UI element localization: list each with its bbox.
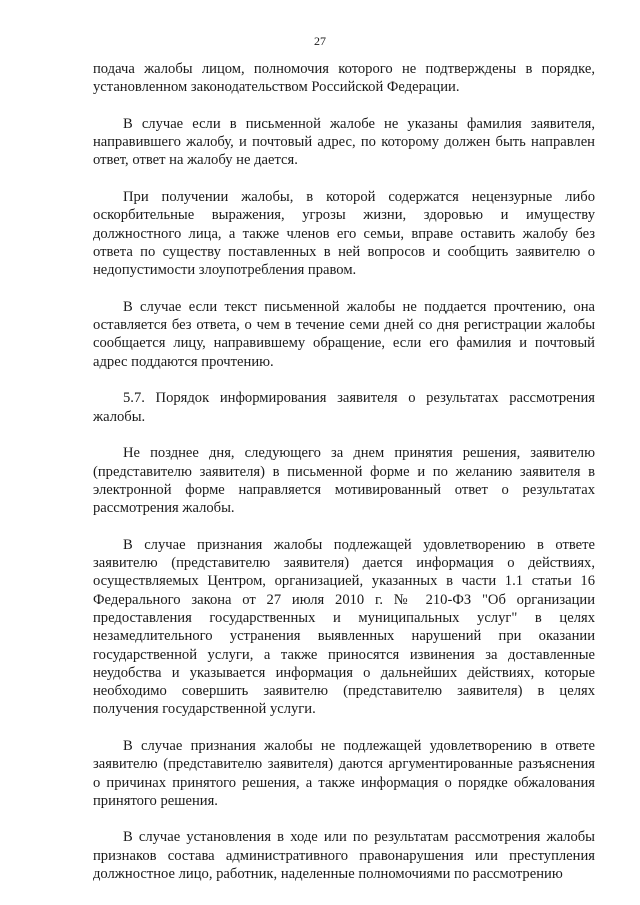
page-number: 27: [314, 34, 326, 48]
section-heading-5-7: 5.7. Порядок информирования заявителя о результатах рассмотрения жалобы.: [93, 390, 595, 425]
paragraph-complaint-authority: подача жалобы лицом, полномочия которого не подтверждены в порядке, установленном законодательством Российской Федерации.: [93, 61, 595, 96]
paragraph-offense-detected: В случае установления в ходе или по результатам рассмотрения жалобы признаков состава административного правонарушения или преступления должностное лицо, работник, наделенные полномочиями по рассмотрению: [93, 829, 595, 883]
paragraph-unreadable-text: В случае если текст письменной жалобы не поддается прочтению, она оставляется без ответа, о чем в течение семи дней со дня регистрации жалобы сообщается лицу, направившему обращение, если его фамилия и почтовый адрес поддаются прочтению.: [93, 298, 595, 370]
paragraph-complaint-satisfied: В случае признания жалобы подлежащей удовлетворению в ответе заявителю (представителю заявителя) дается информация о действиях, осуществляемых Центром, организацией, указанных в части 1.1 статьи 16 Федерального закона от 27 июля 2010 г. № 210-ФЗ "Об организации предоставления государственных и муниципальных услуг" в целях незамедлительного устранения выявленных нарушений при оказании государственной услуги, а также приносятся извинения за доставленные неудобства и указывается информация о дальнейших действиях, которые необходимо совершить заявителю (представителю заявителя) в целях получения государственной услуги.: [93, 536, 595, 718]
paragraph-offensive-language: При получении жалобы, в которой содержатся нецензурные либо оскорбительные выражения, угрозы жизни, здоровью и имуществу должностного лица, а также членов его семьи, вправе оставить жалобу без ответа по существу поставленных в ней вопросов и сообщить заявителю о недопустимости злоупотребления правом.: [93, 189, 595, 279]
paragraph-response-deadline: Не позднее дня, следующего за днем принятия решения, заявителю (представителю заявителя) в письменной форме и по желанию заявителя в электронной форме направляется мотивированный ответ о результатах рассмотрения жалобы.: [93, 445, 595, 517]
paragraph-complaint-rejected: В случае признания жалобы не подлежащей удовлетворению в ответе заявителю (представителю заявителя) даются аргументированные разъяснения о причинах принятого решения, а также информация о порядке обжалования принятого решения.: [93, 737, 595, 809]
paragraph-missing-name-address: В случае если в письменной жалобе не указаны фамилия заявителя, направившего жалобу, и почтовый адрес, по которому должен быть направлен ответ, ответ на жалобу не дается.: [93, 115, 595, 169]
document-body: [93, 60, 595, 902]
